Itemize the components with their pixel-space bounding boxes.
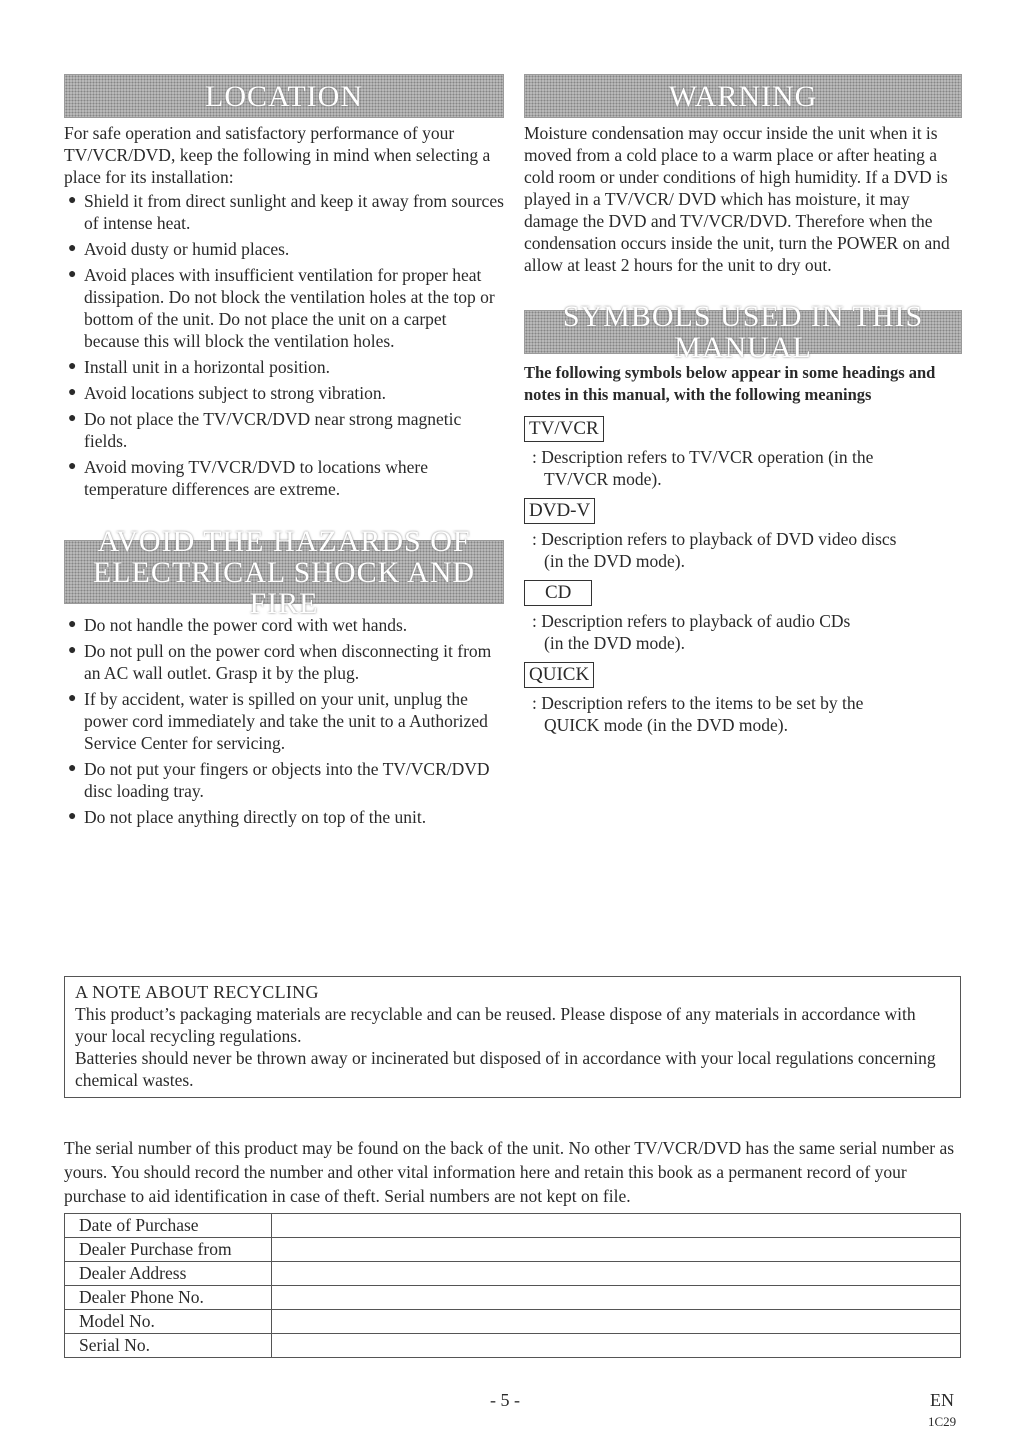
list-item: ● If by accident, water is spilled on your unit, unplug the power cord immediately and take the unit to a Authorized Service Center for servicing. bbox=[68, 689, 488, 753]
hazards-heading bbox=[64, 524, 504, 620]
row-label: Date of Purchase bbox=[65, 1214, 272, 1238]
document-code: 1C29 bbox=[928, 1414, 957, 1429]
warning-text: Moisture condensation may occur inside the unit when it is moved from a cold place to a warm place or after heating a cold room or under conditions of high humidity. If a DVD is played in a TV/VCR/ DVD which has moisture, it may damage the DVD and TV/VCR/DVD. Therefore when the condensation occurs inside the unit, turn the POWER on and allow at least 2 hours for the unit to dry out. bbox=[524, 123, 950, 275]
table-row bbox=[65, 1238, 961, 1262]
bullet-icon: ● bbox=[68, 411, 77, 426]
list-item: ● Do not handle the power cord with wet hands. bbox=[68, 615, 408, 635]
recycling-note bbox=[64, 976, 961, 1098]
purchase-record-table bbox=[64, 1213, 961, 1358]
list-item: ● Do not put your fingers or objects into the TV/VCR/DVD disc loading tray. bbox=[68, 759, 490, 801]
right-column bbox=[524, 74, 962, 740]
bullet-icon: ● bbox=[68, 691, 77, 706]
symbols-intro: The following symbols below appear in some headings and notes in this manual, with the following meanings bbox=[524, 363, 936, 404]
location-heading: LOCATION bbox=[64, 74, 504, 118]
symbol-entry bbox=[524, 658, 962, 736]
entry-field[interactable] bbox=[272, 1310, 961, 1334]
language-code: EN bbox=[930, 1390, 954, 1410]
entry-field[interactable] bbox=[272, 1262, 961, 1286]
symbol-entry bbox=[524, 494, 962, 572]
symbol-description: : Description refers to playback of DVD video discs (in the DVD mode). bbox=[532, 529, 897, 571]
symbol-entry bbox=[524, 576, 962, 654]
recycling-title: A NOTE ABOUT RECYCLING bbox=[75, 982, 319, 1002]
table-row bbox=[65, 1334, 961, 1358]
row-label: Model No. bbox=[65, 1310, 272, 1334]
page-number: - 5 - bbox=[490, 1390, 520, 1410]
hazards-heading-line2: ELECTRICAL SHOCK AND FIRE bbox=[92, 555, 476, 620]
list-item: ● Shield it from direct sunlight and keep it away from sources of intense heat. bbox=[68, 191, 504, 233]
symbol-description: : Description refers to playback of audio CDs (in the DVD mode). bbox=[532, 611, 851, 653]
recycling-text-1: This product’s packaging materials are recyclable and can be reused. Please dispose of any materials in accordance with your local recycling regulations. bbox=[75, 1004, 916, 1046]
list-item: ● Do not place anything directly on top of the unit. bbox=[68, 807, 427, 827]
bullet-icon: ● bbox=[68, 617, 77, 632]
symbols-heading: SYMBOLS USED IN THIS MANUAL bbox=[524, 310, 962, 354]
hazards-heading-line1: AVOID THE HAZARDS OF bbox=[97, 524, 471, 558]
entry-field[interactable] bbox=[272, 1214, 961, 1238]
location-intro: For safe operation and satisfactory performance of your TV/VCR/DVD, keep the following in mind when selecting a place for its installation: bbox=[64, 123, 491, 187]
list-item: ● Do not place the TV/VCR/DVD near strong magnetic fields. bbox=[68, 409, 462, 451]
symbol-box: TV/VCR bbox=[524, 416, 604, 442]
row-label: Serial No. bbox=[65, 1334, 272, 1358]
entry-field[interactable] bbox=[272, 1286, 961, 1310]
location-list bbox=[64, 190, 504, 500]
bullet-icon: ● bbox=[68, 459, 77, 474]
entry-field[interactable] bbox=[272, 1334, 961, 1358]
row-label: Dealer Phone No. bbox=[65, 1286, 272, 1310]
bullet-icon: ● bbox=[68, 193, 77, 208]
bullet-icon: ● bbox=[68, 809, 77, 824]
table-row bbox=[65, 1262, 961, 1286]
table-row bbox=[65, 1286, 961, 1310]
bullet-icon: ● bbox=[68, 267, 77, 282]
table-row bbox=[65, 1310, 961, 1334]
row-label: Dealer Address bbox=[65, 1262, 272, 1286]
bullet-icon: ● bbox=[68, 359, 77, 374]
left-column bbox=[64, 74, 504, 832]
symbol-box: QUICK bbox=[524, 662, 594, 688]
symbol-description: : Description refers to the items to be set by the QUICK mode (in the DVD mode). bbox=[532, 693, 864, 735]
symbol-description: : Description refers to TV/VCR operation (in the TV/VCR mode). bbox=[532, 447, 874, 489]
row-label: Dealer Purchase from bbox=[65, 1238, 272, 1262]
list-item: ● Install unit in a horizontal position. bbox=[68, 357, 330, 377]
warning-heading: WARNING bbox=[524, 74, 962, 118]
symbol-box: CD bbox=[524, 580, 592, 606]
serial-number-note: The serial number of this product may be found on the back of the unit. No other TV/VCR/DVD has the same serial number as yours. You should record the number and other vital information here and retain this book as a permanent record of your purchase to aid identification in case of theft. Serial numbers are not kept on file. bbox=[64, 1138, 955, 1206]
list-item: ● Avoid places with insufficient ventilation for proper heat dissipation. Do not block the ventilation holes at the top or bottom of the unit. Do not place the unit on a carpet because this will block the ventilation holes. bbox=[68, 265, 495, 351]
recycling-text-2: Batteries should never be thrown away or incinerated but disposed of in accordance with your local regulations concerning chemical wastes. bbox=[75, 1048, 936, 1090]
list-item: ● Avoid locations subject to strong vibration. bbox=[68, 383, 386, 403]
table-row bbox=[65, 1214, 961, 1238]
bullet-icon: ● bbox=[68, 761, 77, 776]
list-item: ● Do not pull on the power cord when disconnecting it from an AC wall outlet. Grasp it by the plug. bbox=[68, 641, 492, 683]
symbol-box: DVD-V bbox=[524, 498, 595, 524]
list-item: ● Avoid dusty or humid places. bbox=[68, 239, 290, 259]
bullet-icon: ● bbox=[68, 385, 77, 400]
list-item: ● Avoid moving TV/VCR/DVD to locations where temperature differences are extreme. bbox=[68, 457, 428, 499]
bullet-icon: ● bbox=[68, 643, 77, 658]
entry-field[interactable] bbox=[272, 1238, 961, 1262]
bullet-icon: ● bbox=[68, 241, 77, 256]
hazards-list bbox=[64, 614, 504, 828]
symbol-entry bbox=[524, 412, 962, 490]
